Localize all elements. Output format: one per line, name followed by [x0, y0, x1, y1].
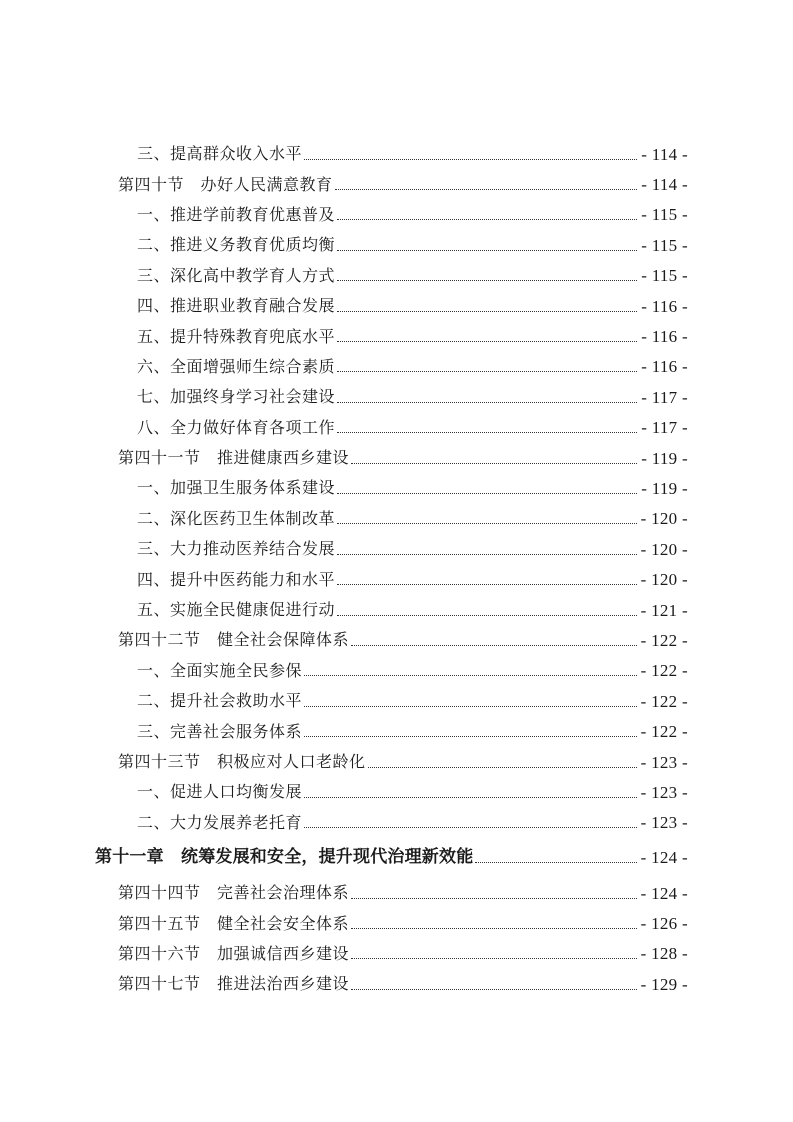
toc-entry-page-number: - 115 - [641, 205, 688, 225]
toc-entry-section[interactable] [0, 169, 793, 199]
toc-entry-page-number: - 120 - [640, 509, 688, 529]
toc-entry-section[interactable] [0, 747, 793, 777]
dot-leader [304, 797, 637, 798]
toc-entry-title: 二、大力发展养老托育 [137, 812, 303, 832]
toc-entry-page-number: - 116 - [641, 296, 688, 316]
toc-entry-page-number: - 122 - [640, 630, 688, 650]
toc-entry-title: 八、全力做好体育各项工作 [137, 417, 336, 437]
toc-entry-page-number: - 124 - [640, 848, 688, 868]
toc-entry-title: 二、提升社会救助水平 [137, 691, 303, 711]
toc-entry-section[interactable] [0, 443, 793, 473]
toc-entry-title: 一、促进人口均衡发展 [137, 782, 303, 802]
dot-leader [304, 827, 637, 828]
toc-entry-page-number: - 115 - [641, 266, 688, 286]
toc-entry-title: 七、加强终身学习社会建设 [137, 387, 336, 407]
toc-entry-page-number: - 129 - [640, 974, 688, 994]
toc-entry-title: 五、提升特殊教育兜底水平 [137, 326, 336, 346]
dot-leader [337, 402, 637, 403]
dot-leader [351, 463, 637, 464]
toc-entry-title: 三、提高群众收入水平 [137, 144, 303, 164]
dot-leader [304, 675, 637, 676]
toc-entry-item[interactable] [0, 564, 793, 594]
toc-entry-page-number: - 123 - [640, 813, 688, 833]
toc-entry-page-number: - 122 - [640, 661, 688, 681]
toc-entry-page-number: - 123 - [640, 752, 688, 772]
dot-leader [337, 341, 637, 342]
toc-entry-item[interactable] [0, 808, 793, 838]
toc-entry-title: 二、深化医药卫生体制改革 [137, 508, 336, 528]
dot-leader [368, 767, 637, 768]
toc-entry-item[interactable] [0, 656, 793, 686]
toc-entry-item[interactable] [0, 686, 793, 716]
toc-entry-page-number: - 128 - [640, 944, 688, 964]
toc-entry-title: 第四十三节 积极应对人口老龄化 [118, 752, 366, 771]
dot-leader [351, 645, 637, 646]
toc-entry-item[interactable] [0, 716, 793, 746]
toc-entry-page-number: - 126 - [640, 914, 688, 934]
toc-entry-page-number: - 114 - [641, 175, 688, 195]
toc-entry-item[interactable] [0, 291, 793, 321]
dot-leader [337, 219, 637, 220]
toc-entry-title: 三、深化高中教学育人方式 [137, 265, 336, 285]
toc-entry-title: 四、推进职业教育融合发展 [137, 296, 336, 316]
toc-entry-title: 第四十七节 推进法治西乡建设 [118, 974, 350, 994]
toc-entry-item[interactable] [0, 473, 793, 503]
toc-entry-page-number: - 124 - [640, 883, 688, 903]
toc-entry-item[interactable] [0, 261, 793, 291]
toc-entry-section[interactable] [0, 908, 793, 938]
dot-leader [337, 584, 637, 585]
dot-leader [304, 736, 637, 737]
toc-entry-page-number: - 116 - [641, 327, 688, 347]
toc-entry-page-number: - 121 - [640, 600, 688, 620]
toc-entry-title: 二、推进义务教育优质均衡 [137, 235, 336, 255]
dot-leader [351, 989, 637, 990]
toc-entry-title: 四、提升中医药能力和水平 [137, 569, 336, 589]
dot-leader [351, 958, 637, 959]
toc-entry-section[interactable] [0, 625, 793, 655]
toc-entry-item[interactable] [0, 504, 793, 534]
toc-entry-page-number: - 115 - [641, 235, 688, 255]
toc-entry-page-number: - 114 - [641, 144, 688, 164]
dot-leader [337, 523, 637, 524]
toc-entry-item[interactable] [0, 321, 793, 351]
toc-entry-item[interactable] [0, 595, 793, 625]
dot-leader [337, 280, 637, 281]
toc-entry-item[interactable] [0, 352, 793, 382]
toc-entry-page-number: - 119 - [641, 448, 688, 468]
dot-leader [337, 493, 637, 494]
toc-entry-page-number: - 122 - [640, 722, 688, 742]
toc-entry-item[interactable] [0, 777, 793, 807]
toc-entry-title: 第十一章 统筹发展和安全，提升现代治理新效能 [95, 847, 474, 868]
toc-entry-item[interactable] [0, 382, 793, 412]
toc-entry-page-number: - 123 - [640, 782, 688, 802]
dot-leader [351, 928, 637, 929]
toc-entry-title: 三、大力推动医养结合发展 [137, 539, 336, 559]
toc-entry-page-number: - 120 - [640, 570, 688, 590]
dot-leader [337, 311, 637, 312]
toc-entry-title: 一、推进学前教育优惠普及 [137, 204, 336, 224]
toc-entry-title: 一、全面实施全民参保 [137, 660, 303, 680]
table-of-contents [0, 139, 793, 1000]
toc-entry-title: 一、加强卫生服务体系建设 [137, 478, 336, 498]
toc-entry-title: 六、全面增强师生综合素质 [137, 356, 336, 376]
dot-leader [337, 554, 637, 555]
toc-entry-page-number: - 116 - [641, 357, 688, 377]
toc-entry-title: 第四十五节 健全社会安全体系 [118, 913, 350, 933]
toc-entry-item[interactable] [0, 534, 793, 564]
dot-leader [351, 898, 637, 899]
dot-leader [304, 706, 637, 707]
toc-entry-section[interactable] [0, 878, 793, 908]
toc-entry-page-number: - 117 - [641, 387, 688, 407]
dot-leader [335, 189, 638, 190]
toc-entry-item[interactable] [0, 200, 793, 230]
dot-leader [337, 432, 637, 433]
toc-entry-section[interactable] [0, 939, 793, 969]
toc-entry-title: 三、完善社会服务体系 [137, 721, 303, 741]
dot-leader [337, 371, 637, 372]
toc-entry-chapter[interactable] [0, 838, 793, 878]
toc-entry-section[interactable] [0, 969, 793, 999]
dot-leader [304, 159, 637, 160]
toc-entry-item[interactable] [0, 139, 793, 169]
toc-entry-title: 五、实施全民健康促进行动 [137, 600, 336, 620]
toc-entry-page-number: - 117 - [641, 418, 688, 438]
toc-entry-page-number: - 120 - [640, 539, 688, 559]
toc-entry-title: 第四十一节 推进健康西乡建设 [118, 448, 350, 468]
toc-entry-title: 第四十节 办好人民满意教育 [118, 174, 333, 194]
toc-entry-page-number: - 119 - [641, 478, 688, 498]
toc-entry-title: 第四十四节 完善社会治理体系 [118, 883, 350, 903]
dot-leader [475, 862, 636, 863]
dot-leader [337, 250, 637, 251]
toc-entry-title: 第四十二节 健全社会保障体系 [118, 630, 350, 650]
toc-entry-item[interactable] [0, 230, 793, 260]
toc-entry-title: 第四十六节 加强诚信西乡建设 [118, 943, 350, 963]
toc-entry-item[interactable] [0, 413, 793, 443]
toc-entry-page-number: - 122 - [640, 691, 688, 711]
dot-leader [337, 615, 637, 616]
